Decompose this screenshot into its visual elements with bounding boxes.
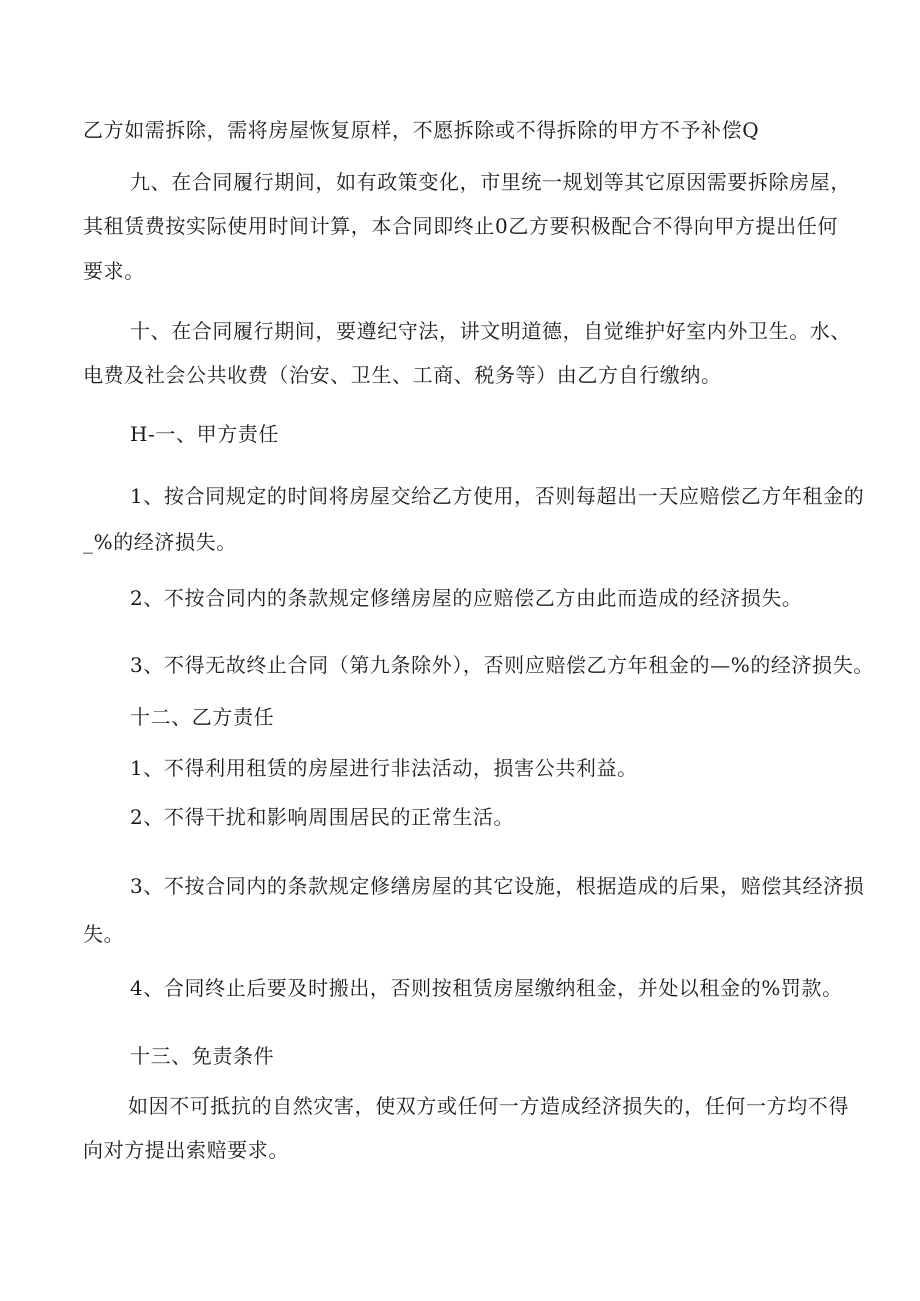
paragraph-line: _%的经济损失。 — [83, 530, 237, 554]
section-heading-exemption: 十三、免责条件 — [130, 1044, 275, 1068]
section-heading-party-a: H-一、甲方责任 — [130, 422, 279, 446]
list-item-b4: 4、合同终止后要及时搬出，否则按租赁房屋缴纳租金，并处以租金的%罚款。 — [130, 976, 843, 1000]
paragraph-line: 乙方如需拆除，需将房屋恢复原样，不愿拆除或不得拆除的甲方不予补偿Q — [83, 118, 760, 142]
list-item-b1: 1、不得利用租赁的房屋进行非法活动，损害公共利益。 — [130, 756, 638, 780]
paragraph-line: 向对方提出索赔要求。 — [83, 1138, 289, 1162]
paragraph-line: 要求。 — [83, 259, 145, 283]
list-item-a3: 3、不得无故终止合同（第九条除外），否则应赔偿乙方年租金的—%的经济损失。 — [130, 653, 874, 677]
paragraph-line: 电费及社会公共收费（治安、卫生、工商、税务等）由乙方自行缴纳。 — [83, 363, 722, 387]
list-item-b3: 3、不按合同内的条款规定修缮房屋的其它设施，根据造成的后果，赔偿其经济损 — [130, 874, 865, 898]
paragraph-line: 其租赁费按实际使用时间计算，本合同即终止0乙方要积极配合不得向甲方提出任何 — [83, 214, 838, 238]
clause-9-heading-line: 九、在合同履行期间，如有政策变化，市里统一规划等其它原因需要拆除房屋， — [130, 170, 851, 194]
paragraph-line: 如因不可抵抗的自然灾害，使双方或任何一方造成经济损失的，任何一方均不得 — [128, 1094, 849, 1118]
list-item-b2: 2、不得干扰和影响周围居民的正常生活。 — [130, 805, 515, 829]
clause-10-heading-line: 十、在合同履行期间，要遵纪守法，讲文明道德，自觉维护好室内外卫生。水、 — [130, 319, 851, 343]
list-item-a1: 1、按合同规定的时间将房屋交给乙方使用，否则每超出一天应赔偿乙方年租金的 — [130, 484, 865, 508]
list-item-a2: 2、不按合同内的条款规定修缮房屋的应赔偿乙方由此而造成的经济损失。 — [130, 586, 803, 610]
paragraph-line: 失。 — [83, 922, 125, 946]
section-heading-party-b: 十二、乙方责任 — [130, 705, 275, 729]
